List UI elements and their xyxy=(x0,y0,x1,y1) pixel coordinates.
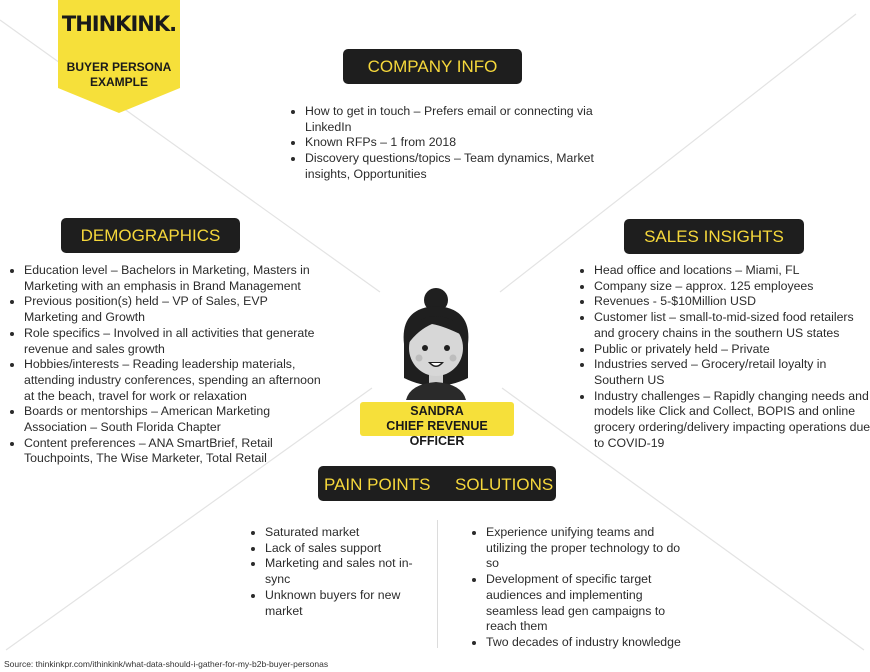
list-item: • Content preferences – ANA SmartBrief, Retail Touchpoints, The Wise Marketer, Total Retail xyxy=(24,436,324,467)
list-item: • Public or privately held – Private xyxy=(594,342,870,358)
list-item: • Education level – Bachelors in Marketing, Masters in Marketing with an emphasis in Brand Management xyxy=(24,263,324,294)
sales-insights-heading: SALES INSIGHTS xyxy=(624,219,804,254)
demographics-list xyxy=(5,263,324,467)
demographics-heading: DEMOGRAPHICS xyxy=(61,218,240,253)
solutions-list xyxy=(467,525,686,651)
list-item: • Company size – approx. 125 employees xyxy=(594,279,870,295)
persona-nameplate xyxy=(360,402,514,448)
list-item: • Known RFPs – 1 from 2018 xyxy=(305,135,605,151)
list-item: • Unknown buyers for new market xyxy=(265,588,433,619)
list-item: • Two decades of industry knowledge xyxy=(486,635,686,651)
pain-points-heading: PAIN POINTS xyxy=(324,475,431,494)
company-info-heading: COMPANY INFO xyxy=(343,49,522,84)
logo: THINKINK. xyxy=(61,12,177,36)
list-item: • Role specifics – Involved in all activities that generate revenue and sales growth xyxy=(24,326,324,357)
persona-name: SANDRA xyxy=(410,404,464,418)
persona-avatar xyxy=(392,286,482,402)
badge-caption-line1: BUYER PERSONA xyxy=(66,60,172,74)
list-item: • Head office and locations – Miami, FL xyxy=(594,263,870,279)
list-item: • Customer list – small-to-mid-sized food retailers and grocery chains in the southern US states xyxy=(594,310,870,341)
list-item: • Industries served – Grocery/retail loyalty in Southern US xyxy=(594,357,870,388)
list-item: • Discovery questions/topics – Team dynamics, Market insights, Opportunities xyxy=(305,151,605,182)
column-divider xyxy=(437,520,438,648)
list-item: • Revenues - 5-$10Million USD xyxy=(594,294,870,310)
list-item: • Hobbies/interests – Reading leadership materials, attending industry conferences, spending an afternoon at the beach, travel for work or relaxation xyxy=(24,357,324,404)
list-item: • Marketing and sales not in-sync xyxy=(265,556,433,587)
list-item: • Previous position(s) held – VP of Sales, EVP Marketing and Growth xyxy=(24,294,324,325)
list-item: • Industry challenges – Rapidly changing needs and models like Click and Collect, BOPIS and online grocery ordering/delivery impacting operations due to COVID-19 xyxy=(594,389,870,452)
list-item: • How to get in touch – Prefers email or connecting via LinkedIn xyxy=(305,104,605,135)
list-item: • Lack of sales support xyxy=(265,541,433,557)
sales-insights-list xyxy=(575,263,870,451)
source-credit: Source: thinkinkpr.com/ithinkink/what-data-should-i-gather-for-my-b2b-buyer-personas xyxy=(4,659,329,669)
badge-caption-line2: EXAMPLE xyxy=(89,75,148,89)
company-info-list xyxy=(286,104,605,183)
list-item: • Boards or mentorships – American Marketing Association – South Florida Chapter xyxy=(24,404,324,435)
pain-points-list xyxy=(246,525,433,619)
pain-points-solutions-heading xyxy=(318,466,556,501)
list-item: • Experience unifying teams and utilizing the proper technology to do so xyxy=(486,525,686,572)
list-item: • Development of specific target audiences and implementing seamless lead gen campaigns to reach them xyxy=(486,572,686,635)
list-item: • Saturated market xyxy=(265,525,433,541)
badge-caption xyxy=(58,60,180,90)
solutions-heading: SOLUTIONS xyxy=(455,475,554,494)
persona-role: CHIEF REVENUE OFFICER xyxy=(386,419,488,448)
